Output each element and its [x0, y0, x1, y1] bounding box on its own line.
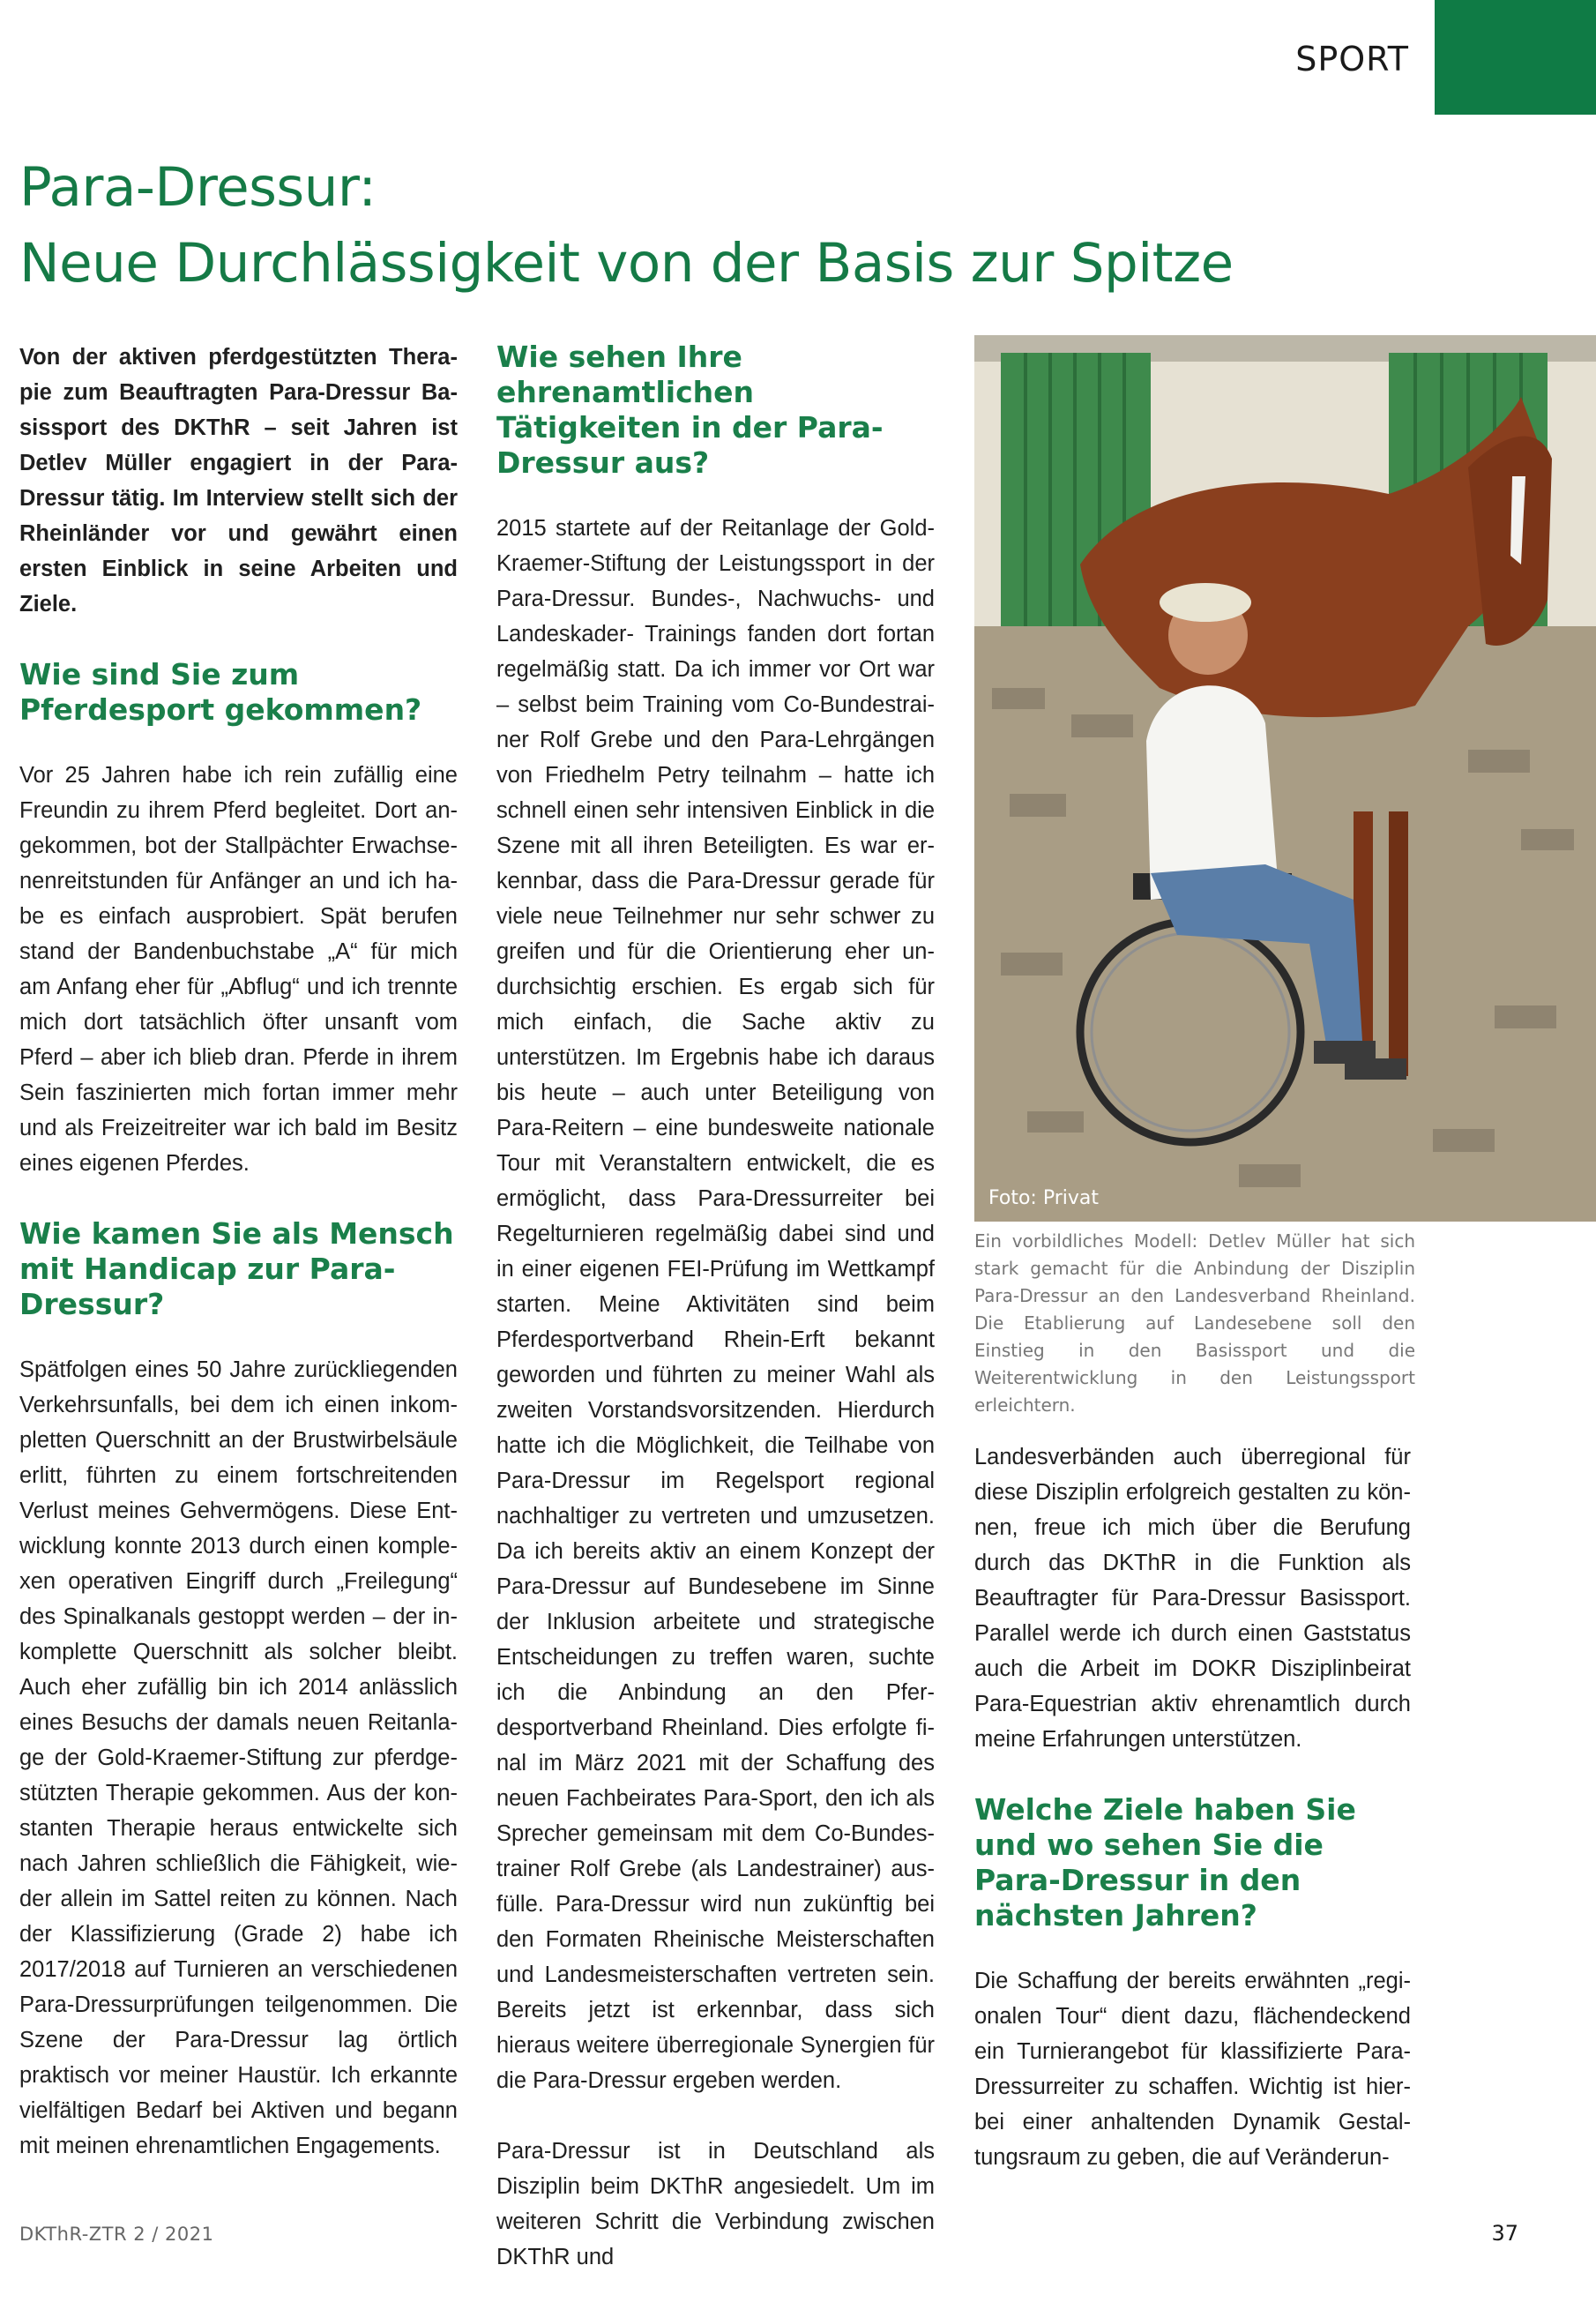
section-color-tab — [1435, 0, 1596, 115]
answer-paragraph-2: Spätfolgen eines 50 Jahre zurückliegenden Verkehrsunfalls, bei dem ich einen inkompletten Querschnitt an der Brustwirbelsäule erlitt, führten zu einem fortschreitenden Verlust meines Gehvermögens. Diese Entwicklung konnte 2013 durch einen komplexen operativen Eingriff durch „Freilegung“ des Spinalkanals gestoppt werden – der inkomplette Querschnitt als solcher bleibt. Auch eher zufällig bin ich 2014 anlässlich eines Besuchs der damals neuen Reitanlage der Gold-Kraemer-Stiftung zur pferdgestützten Therapie gekommen. Aus der konstanten Therapie heraus entwickelte sich nach Jahren schließlich die Fähigkeit, wieder allein im Sattel reiten zu können. Nach der Klassifizierung (Grade 2) habe ich 2017/2018 auf Turnieren an verschiedenen Para-Dressurprüfungen teilgenommen. Die Szene der Para-Dressur lag örtlich praktisch vor meiner Haustür. Ich erkannte vielfältigen Bedarf bei Aktiven und begann mit meinen ehrenamtlichen Engagements. — [19, 1357, 458, 2158]
title-line-1: Para-Dressur: — [19, 156, 377, 219]
question-heading-3: Wie sehen Ihre ehrenamtlichen Tätigkeiten in der Para-Dressur aus? — [496, 340, 884, 480]
article-title — [19, 150, 1234, 302]
answer-paragraph-3c: Landesverbänden auch überregional für diese Disziplin erfolgreich gestalten zu können, freue ich mich über die Berufung durch das DKThR in die Funktion als Beauftragter für Para-Dressur Basissport. Parallel werde ich durch einen Gaststatus auch die Arbeit im DOKR Disziplinbeirat Para-Equestrian aktiv ehrenamtlich durch meine Erfahrungen unterstützen. — [974, 1445, 1411, 1752]
article-photo — [974, 335, 1596, 1222]
section-label: SPORT — [1295, 40, 1409, 78]
intro-paragraph: Von der aktiven pferdgestützten Therapie zum Beauftragten Para-Dressur Basissport des DKThR – seit Jahren ist Detlev Müller engagiert in der Para-Dressur tätig. Im Interview stellt sich der Rheinländer vor und gewährt einen ersten Einblick in seine Arbeiten und Ziele. — [19, 345, 458, 617]
answer-paragraph-3: 2015 startete auf der Reitanlage der Gold-Kraemer-Stiftung der Leistungssport in der Para-Dressur. Bundes-, Nachwuchs- und Landeskader- Trainings fanden dort fortan regelmäßig statt. Da ich immer vor Ort war – selbst beim Training vom Co-Bundestrainer Rolf Grebe und den Para-Lehrgängen von Friedhelm Petry teilnahm – hatte ich schnell einen sehr intensiven Einblick in die Szene mit all ihren Beteiligten. Es war erkennbar, dass die Para-Dressur gerade für viele neue Teilnehmer nur sehr schwer zu greifen und für die Orientierung eher undurchsichtig erschien. Es ergab sich für mich einfach, die Sache aktiv zu unterstützen. Im Ergebnis habe ich daraus bis heute – auch unter Beteiligung von Para-Reitern – eine bundesweite nationale Tour mit Veranstaltern entwickelt, die es ermöglicht, dass Para-Dressurreiter bei Regelturnieren regelmäßig dabei sind und in einer eigenen FEI-Prüfung im Wettkampf starten. Meine Aktivitäten sind beim Pferdesportverband Rhein-Erft bekannt geworden und führten zu meiner Wahl als zweiten Vorstandsvorsitzenden. Hierdurch hatte ich die Möglichkeit, die Teilhabe von Para-Dressur im Regelsport regional nachhaltiger zu vertreten und umzusetzen. Da ich bereits aktiv an einem Konzept der Para-Dressur auf Bundesebene im Sinne der Inklusion arbeitete und strategische Entscheidungen zu treffen waren, suchte ich die Anbindung an den Pferdesportverband Rheinland. Dies erfolgte final im März 2021 mit der Schaffung des neuen Fachbeirates Para-Sport, den ich als Sprecher gemeinsam mit dem Co-Bundestrainer Rolf Grebe (als Landestrainer) ausfülle. Para-Dressur wird nun zukünftig bei den Formaten Rheinische Meisterschaften und Landesmeisterschaften vertreten sein. Bereits jetzt ist erkennbar, dass sich hieraus weitere überregionale Synergien für die Para-Dressur ergeben werden. — [496, 516, 935, 2093]
column-2 — [496, 340, 935, 2310]
photo-credit: Foto: Privat — [988, 1187, 1099, 1209]
answer-paragraph-1: Vor 25 Jahren habe ich rein zufällig eine Freundin zu ihrem Pferd begleitet. Dort angekommen, bot der Stallpächter Erwachsenenreitstunden für Anfänger an und ich habe es einfach ausprobiert. Spät berufen stand der Bandenbuchstabe „A“ für mich am Anfang eher für „Abflug“ und ich trennte mich dort tatsächlich öfter unsanft vom Pferd – aber ich blieb dran. Pferde in ihrem Sein faszinierten mich fortan immer mehr und als Freizeitreiter war ich bald im Besitz eines eigenen Pferdes. — [19, 763, 458, 1176]
answer-paragraph-4: Die Schaffung der bereits erwähnten „regionalen Tour“ dient dazu, flächendeckend ein Turnierangebot für klassifizierte Para-Dressurreiter zu schaffen. Wichtig ist hierbei einer anhaltenden Dynamik Gestaltungsraum zu geben, die auf Veränderun- — [974, 1969, 1411, 2170]
photo-illustration — [974, 335, 1596, 1222]
question-heading-1: Wie sind Sie zum Pferdesport gekommen? — [19, 657, 422, 727]
title-line-2: Neue Durchlässigkeit von der Basis zur Spitze — [19, 232, 1234, 295]
photo-caption: Ein vorbildliches Modell: Detlev Müller hat sich stark gemacht für die Anbindung der Disziplin Para-Dressur an den Landesverband Rheinland. Die Etablierung auf Landesebene soll den Einstieg in den Basissport und die Weiterentwicklung in den Leistungssport erleichtern. — [974, 1230, 1415, 1416]
question-heading-4: Welche Ziele haben Sie und wo sehen Sie die Para-Dressur in den nächsten Jahren? — [974, 1792, 1356, 1932]
column-1 — [19, 340, 458, 2199]
answer-paragraph-3b: Para-Dressur ist in Deutschland als Disziplin beim DKThR angesiedelt. Um im weiteren Schritt die Verbindung zwischen DKThR und — [496, 2139, 935, 2269]
publication-info: DKThR-ZTR 2 / 2021 — [19, 2224, 214, 2245]
column-3 — [974, 1439, 1411, 2210]
question-heading-2: Wie kamen Sie als Mensch mit Handicap zur Para-Dressur? — [19, 1216, 454, 1321]
page-number: 37 — [1491, 2221, 1518, 2246]
